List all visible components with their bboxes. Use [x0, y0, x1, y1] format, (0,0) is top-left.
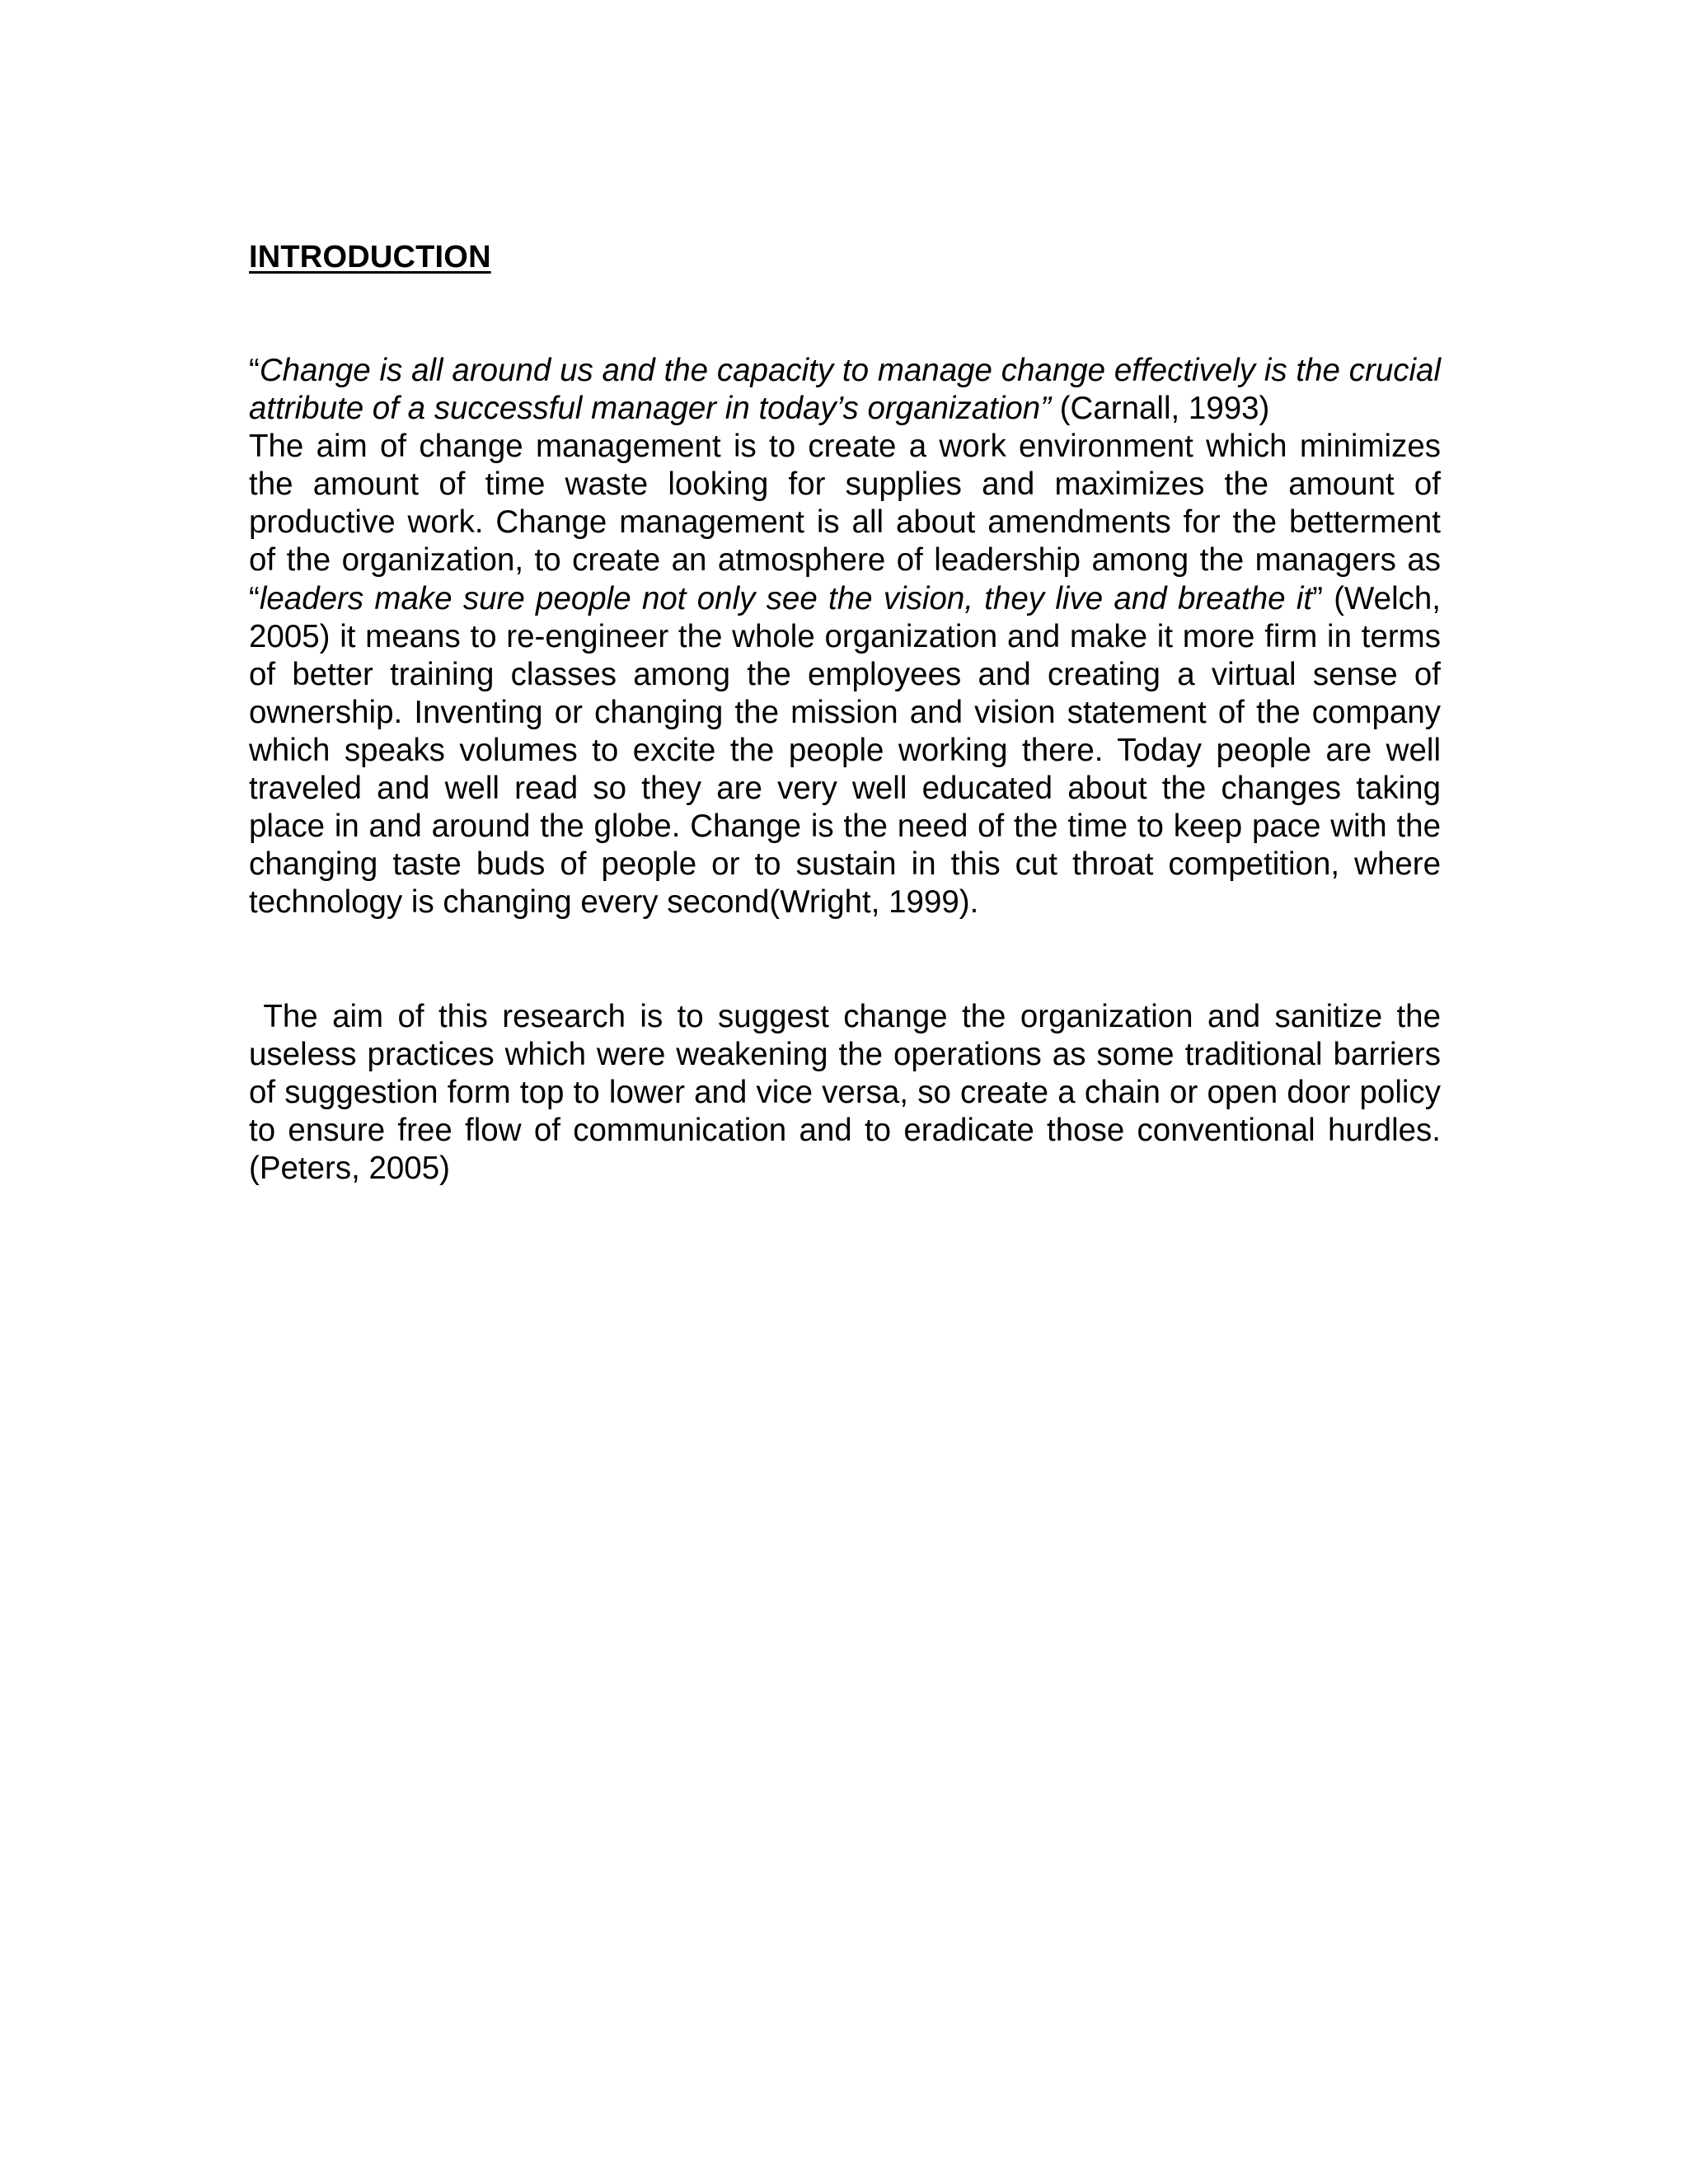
opening-quote-mark: “	[249, 353, 260, 388]
intro-paragraph-1	[249, 352, 1441, 921]
carnall-citation: (Carnall, 1993)	[1051, 391, 1270, 427]
welch-continuation-text: ” (Welch, 2005) it means to re-engineer the whole organization and make it more firm in terms of better training classes among the employees and creating a virtual sense of ownership. Inventing or changing the mission and vision statement of the company which speaks volumes to excite the people working there. Today people are well traveled and well read so they are very well educated about the changes taking place in and around the globe. Change is the need of the time to keep pace with the changing taste buds of people or to sustain in this cut throat competition, where technology is changing every second(Wright, 1999).	[249, 580, 1441, 921]
change-management-text: The aim of change management is to create a work environment which minimizes the amount of time waste looking for supplies and maximizes the amount of productive work. Change management is all about amendments for the betterment of the organization, to create an atmosphere of leadership among the managers as “	[249, 429, 1441, 616]
intro-paragraph-2	[249, 998, 1450, 1188]
research-aim-text: The aim of this research is to suggest change the organization and sanitize the useless practices which were weakening the operations as some traditional barriers of suggestion form top to lower and vice versa, so create a chain or open door policy to ensure free flow of communication and to eradicate those conventional hurdles. (Peters, 2005)	[249, 999, 1450, 1187]
carnall-quote: Change is all around us and the capacity to manage change effectively is the crucial attribute of a successful manager in today’s organization”	[249, 353, 1441, 427]
section-heading: INTRODUCTION	[249, 240, 491, 274]
welch-quote: leaders make sure people not only see the vision, they live and breathe it	[259, 580, 1313, 616]
